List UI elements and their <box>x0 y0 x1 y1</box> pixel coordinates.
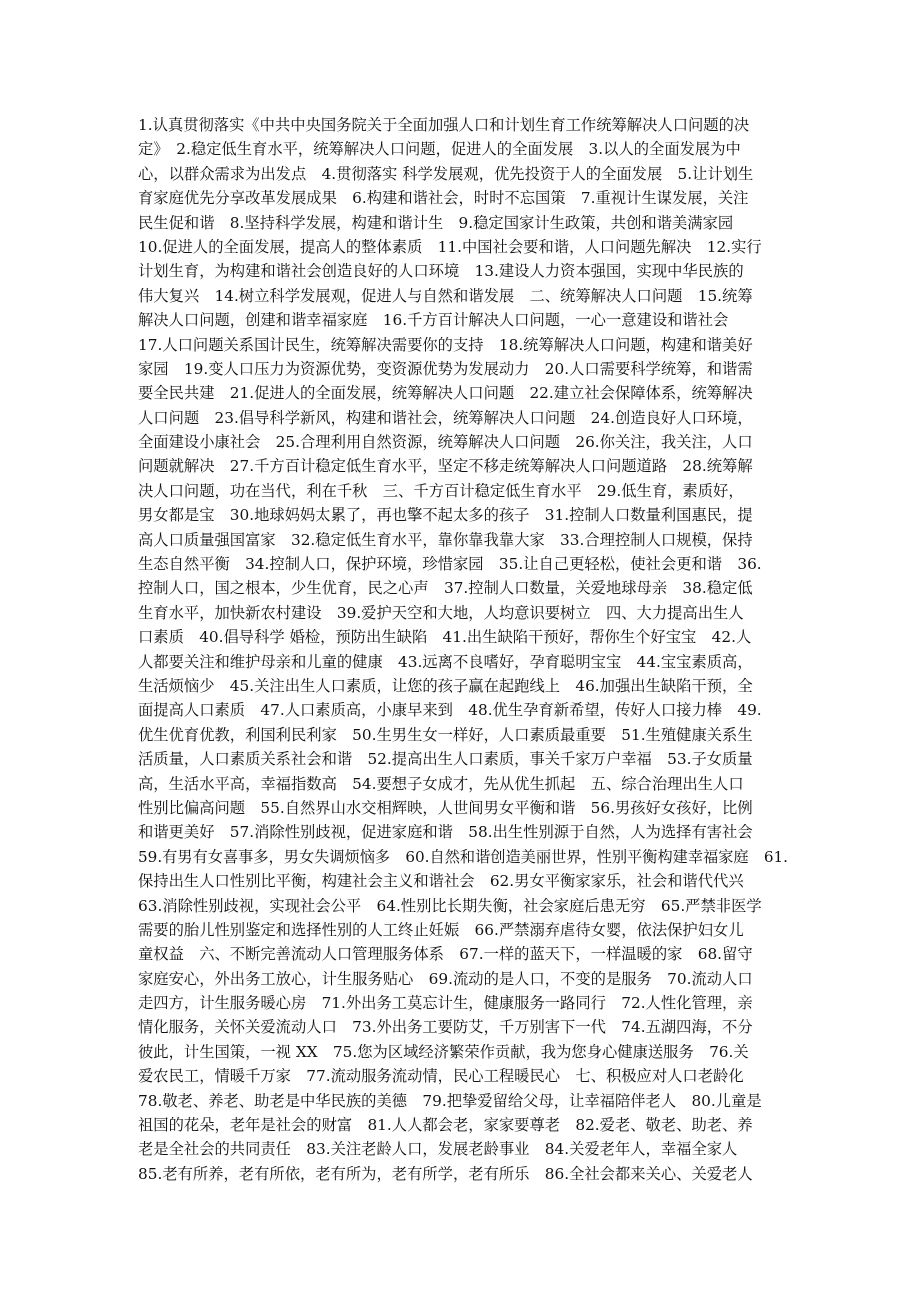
text-line: 决人口问题，功在当代，利在千秋 三、千方百计稳定低生育水平 29.低生育，素质好， <box>138 481 744 500</box>
text-line: 走四方，计生服务暖心房 71.外出务工莫忘计生，健康服务一路同行 72.人性化管理，亲 <box>138 994 753 1013</box>
text-line: 10.促进人的全面发展，提高人的整体素质 11.中国社会要和谐，人口问题先解决 12.实行 <box>138 237 762 256</box>
text-line: 计划生育，为构建和谐社会创造良好的人口环境 13.建设人力资本强国，实现中华民族的 <box>138 262 744 281</box>
text-line: 1.认真贯彻落实《中共中央国务院关于全面加强人口和计划生育工作统筹解决人口问题的决 <box>138 116 750 134</box>
text-line: 需要的胎儿性别鉴定和选择性别的人工终止妊娠 66.严禁溺弃虐待女婴，依法保护妇女儿 <box>138 920 744 939</box>
text-line: 童权益 六、不断完善流动人口管理服务体系 67.一样的蓝天下，一样温暖的家 68.留守 <box>138 945 753 964</box>
text-line: 男女都是宝 30.地球妈妈太累了，再也擎不起太多的孩子 31.控制人口数量利国惠民，提 <box>138 506 753 525</box>
document-body <box>138 113 788 1186</box>
text-line: 家园 19.变人口压力为资源优势，变资源优势为发展动力 20.人口需要科学统筹，和谐需 <box>138 359 753 378</box>
text-line: 祖国的花朵，老年是社会的财富 81.人人都会老，家家要尊老 82.爱老、敬老、助老、养 <box>138 1116 753 1135</box>
text-line: 人口问题 23.倡导科学新风，构建和谐社会，统筹解决人口问题 24.创造良好人口环境， <box>138 408 753 427</box>
text-line: 情化服务，关怀关爱流动人口 73.外出务工要防艾，千万别害下一代 74.五湖四海，不分 <box>138 1018 753 1037</box>
text-line: 高，生活水平高，幸福指数高 54.要想子女成才，先从优生抓起 五、综合治理出生人口 <box>138 774 744 793</box>
text-line: 全面建设小康社会 25.合理利用自然资源，统筹解决人口问题 26.你关注，我关注，人口 <box>138 433 753 452</box>
text-line: 民生促和谐 8.坚持科学发展，构建和谐计生 9.稳定国家计生政策，共创和谐美满家园 <box>138 213 734 232</box>
text-line: 63.消除性别歧视，实现社会公平 64.性别比长期失衡，社会家庭后患无穷 65.严禁非医学 <box>138 896 762 915</box>
text-line: 心，以群众需求为出发点 4.贯彻落实 科学发展观，优先投资于人的全面发展 5.让计划生 <box>138 164 754 183</box>
text-line: 生育水平，加快新农村建设 39.爱护天空和大地，人均意识要树立 四、大力提高出生人 <box>138 603 744 622</box>
text-line: 性别比偏高问题 55.自然界山水交相辉映，人世间男女平衡和谐 56.男孩好女孩好，比例 <box>138 798 753 817</box>
text-line: 家庭安心，外出务工放心，计生服务贴心 69.流动的是人口，不变的是服务 70.流动人口 <box>138 969 753 988</box>
text-line: 人都要关注和维护母亲和儿童的健康 43.远离不良嗜好，孕育聪明宝宝 44.宝宝素质高， <box>138 652 753 671</box>
text-line: 爱农民工，情暖千万家 77.流动服务流动情，民心工程暖民心 七、积极应对人口老龄化 <box>138 1067 744 1086</box>
text-line: 彼此，计生国策，一视 XX 75.您为区域经济繁荣作贡献，我为您身心健康送服务 76.关 <box>138 1042 749 1061</box>
text-line: 老是全社会的共同责任 83.关注老龄人口，发展老龄事业 84.关爱老年人，幸福全家人 <box>138 1140 738 1159</box>
text-line: 伟大复兴 14.树立科学发展观，促进人与自然和谐发展 二、统筹解决人口问题 15.统筹 <box>138 286 753 305</box>
text-line: 85.老有所养，老有所依，老有所为，老有所学，老有所乐 86.全社会都来关心、关爱老人 <box>138 1164 753 1183</box>
text-line: 育家庭优先分享改革发展成果 6.构建和谐社会，时时不忘国策 7.重视计生谋发展，关注 <box>138 189 749 208</box>
text-line: 优生优育优教，利国利民利家 50.生男生女一样好，人口素质最重要 51.生殖健康关系生 <box>138 725 753 744</box>
text-line: 保持出生人口性别比平衡，构建社会主义和谐社会 62.男女平衡家家乐，社会和谐代代兴 <box>138 872 744 891</box>
text-line: 活质量，人口素质关系社会和谐 52.提高出生人口素质，事关千家万户幸福 53.子女质量 <box>138 750 753 769</box>
text-line: 定》 2.稳定低生育水平，统筹解决人口问题，促进人的全面发展 3.以人的全面发展为中 <box>138 140 741 159</box>
text-line: 17.人口问题关系国计民生，统筹解决需要你的支持 18.统筹解决人口问题，构建和谐美好 <box>138 335 753 354</box>
text-line: 问题就解决 27.千方百计稳定低生育水平，坚定不移走统筹解决人口问题道路 28.统筹解 <box>138 457 753 476</box>
text-line: 和谐更美好 57.消除性别歧视，促进家庭和谐 58.出生性别源于自然，人为选择有害社会 <box>138 823 753 842</box>
text-line: 78.敬老、养老、助老是中华民族的美德 79.把挚爱留给父母，让幸福陪伴老人 80.儿童是 <box>138 1091 762 1110</box>
text-line: 口素质 40.倡导科学 婚检，预防出生缺陷 41.出生缺陷干预好，帮你生个好宝宝 42.人 <box>138 628 752 647</box>
text-line: 生活烦恼少 45.关注出生人口素质，让您的孩子赢在起跑线上 46.加强出生缺陷干预，全 <box>138 676 753 695</box>
text-line: 面提高人口素质 47.人口素质高，小康早来到 48.优生孕育新希望，传好人口接力棒 49. <box>138 701 762 720</box>
text-line: 要全民共建 21.促进人的全面发展，统筹解决人口问题 22.建立社会保障体系，统筹解决 <box>138 384 753 403</box>
text-line: 59.有男有女喜事多，男女失调烦恼多 60.自然和谐创造美丽世界，性别平衡构建幸福家庭 61. <box>138 847 788 866</box>
text-line: 生态自然平衡 34.控制人口，保护环境，珍惜家园 35.让自己更轻松，使社会更和谐 36. <box>138 555 762 574</box>
text-line: 高人口质量强国富家 32.稳定低生育水平，靠你靠我靠大家 33.合理控制人口规模，保持 <box>138 530 753 549</box>
text-line: 控制人口，国之根本，少生优育，民之心声 37.控制人口数量，关爱地球母亲 38.稳定低 <box>138 579 753 598</box>
text-line: 解决人口问题，创建和谐幸福家庭 16.千方百计解决人口问题，一心一意建设和谐社会 <box>138 311 729 330</box>
